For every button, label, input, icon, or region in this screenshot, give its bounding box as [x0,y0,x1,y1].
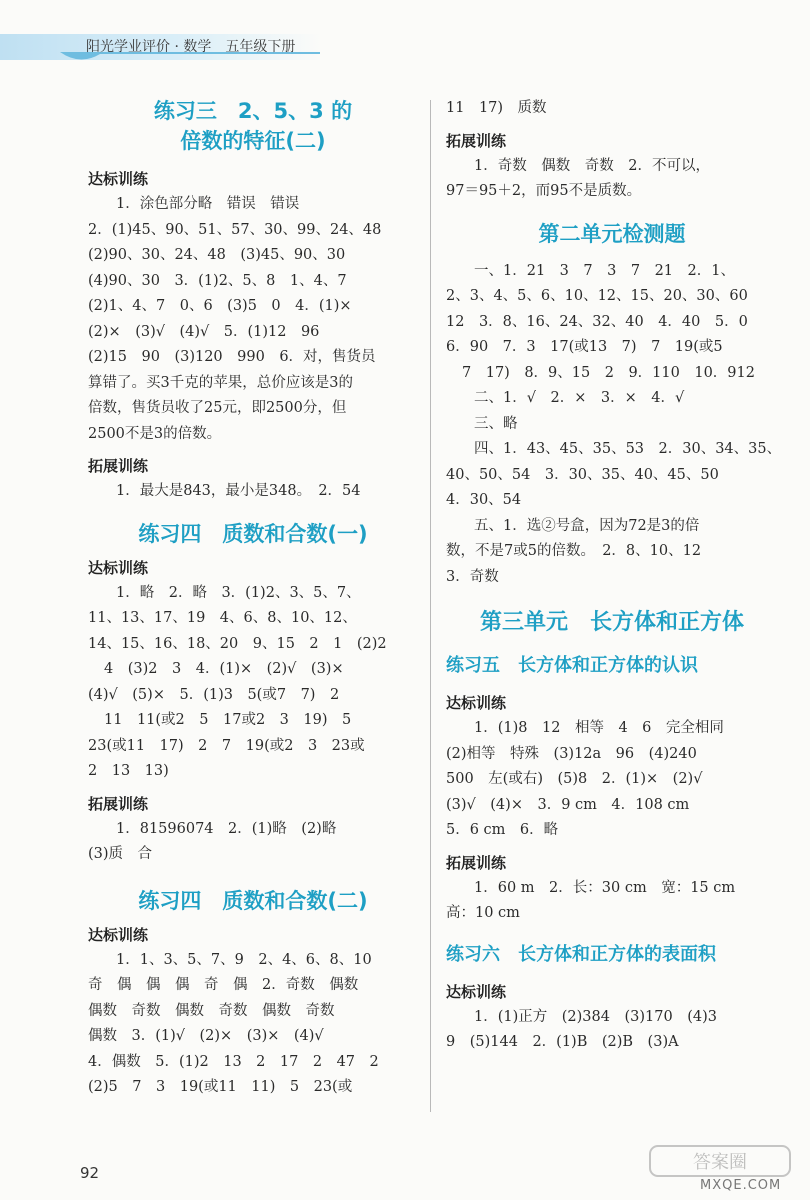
text-line: 3．奇数 [446,568,499,585]
text-line: 1．(1)正方 (2)384 (3)170 (4)3 [474,1008,717,1025]
right-section-2: 达标训练 [446,694,507,712]
column-divider [430,100,431,1112]
header-title: 阳光学业评价 · 数学 [86,39,212,55]
watermark-url: MXQE.COM [700,1178,782,1193]
page-number: 92 [80,1164,100,1182]
right-section-1: 拓展训练 [446,131,507,150]
text-line: 40、50、54 3．30、35、40、45、50 [446,466,719,483]
right-title-2: 第三单元 长方体和正方体 [479,610,744,635]
text-line: 500 左(或右) (5)8 2．(1)× (2)√ [446,771,703,787]
text-line: 一、1．21 3 7 3 7 21 2．1、 [474,262,735,279]
text-line: 2500不是3的倍数。 [88,425,222,442]
text-line: 奇 偶 偶 偶 奇 偶 2．奇数 偶数 [88,977,359,993]
text-line: (2)× (3)√ (4)√ 5．(1)12 96 [88,323,320,340]
watermark-text: 答案圈 [693,1152,747,1173]
text-line: 倍数，售货员收了25元，即2500分，但 [88,400,347,416]
text-line: 二、1．√ 2．× 3．× 4．√ [474,390,685,406]
text-line: 算错了。买3千克的苹果，总价应该是3的 [88,374,353,391]
text-line: 4．30、54 [446,492,522,508]
text-line: 高：10 cm [446,905,520,921]
text-line: 1．涂色部分略 错误 错误 [116,196,300,212]
text-line: 97＝95＋2，而95不是质数。 [446,183,642,199]
text-line: (2)5 7 3 19(或11 11) 5 23(或 [88,1079,353,1095]
text-line: 4．偶数 5．(1)2 13 2 17 2 47 2 [88,1053,379,1070]
header-subtitle: 五年级下册 [225,39,296,55]
text-line: 9 (5)144 2．(1)B (2)B (3)A [446,1034,679,1050]
left-section-3: 达标训练 [88,558,149,577]
text-line: 2、3、4、5、6、10、12、15、20、30、60 [446,288,748,304]
text-line: (4)√ (5)× 5．(1)3 5(或7 7) 2 [88,686,340,703]
right-title-4: 练习六 长方体和正方体的表面积 [446,943,716,965]
text-line: 偶数 3．(1)√ (2)× (3)× (4)√ [88,1028,324,1044]
text-line: (3)√ (4)× 3．9 cm 4．108 cm [446,796,690,813]
text-line: (2)15 90 (3)120 990 6．对，售货员 [88,349,376,365]
left-section-1: 达标训练 [88,170,149,188]
right-title-3: 练习五 长方体和正方体的认识 [446,655,698,676]
left-section-2: 拓展训练 [88,457,149,475]
text-line: (3)质 合 [88,846,153,862]
left-column [88,96,418,1101]
text-line: 1．最大是843，最小是348。 2．54 [116,483,361,499]
text-line: (2)90、30、24、48 (3)45、90、30 [88,247,346,263]
left-title-2: 练习四 质数和合数(一) [138,521,368,546]
text-line: 五、1．选②号盒，因为72是3的倍 [474,517,700,534]
text-line: 4 (3)2 3 4．(1)× (2)√ (3)× [104,661,344,677]
text-line: 四、1．43、45、35、53 2．30、34、35、 [474,441,782,457]
text-line: 1．略 2．略 3．(1)2、3、5、7、 [116,584,361,601]
text-line: 1．81596074 2．(1)略 (2)略 [116,820,337,837]
text-line: 11 17) 质数 [446,100,547,116]
header-text [86,36,295,56]
left-section-4: 拓展训练 [88,794,149,813]
right-section-3: 拓展训练 [446,853,507,872]
left-title-3: 练习四 质数和合数(二) [138,888,368,913]
text-line: 1．1、3、5、7、9 2、4、6、8、10 [116,951,372,968]
text-line: 23(或11 17) 2 7 19(或2 3 23或 [88,737,365,754]
text-line: 12 3．8、16、24、32、40 4．40 5．0 [446,313,748,330]
text-line: (4)90、30 3．(1)2、5、8 1、4、7 [88,272,347,289]
text-line: 2 13 13) [88,763,169,779]
right-section-4: 达标训练 [446,982,507,1001]
right-column [446,96,782,1056]
text-line: 数，不是7或5的倍数。 2．8、10、12 [446,543,702,559]
text-line: 7 17) 8．9、15 2 9．110 10．912 [462,364,755,381]
text-line: 2．(1)45、90、51、57、30、99、24、48 [88,221,382,238]
text-line: 14、15、16、18、20 9、15 2 1 (2)2 [88,635,387,652]
right-title-1: 第二单元检测题 [538,221,686,246]
text-line: 1．60 m 2．长：30 cm 宽：15 cm [474,879,736,896]
left-title-1b: 倍数的特征(二) [180,129,326,153]
text-line: (2)1、4、7 0、6 (3)5 0 4．(1)× [88,298,352,314]
text-line: 1．奇数 偶数 奇数 2．不可以， [474,157,710,174]
text-line: 偶数 奇数 偶数 奇数 偶数 奇数 [88,1002,335,1019]
text-line: 11、13、17、19 4、6、8、10、12、 [88,610,357,626]
text-line: 11 11(或2 5 17或2 3 19) 5 [104,712,352,728]
text-line: 5．6 cm 6．略 [446,822,559,838]
left-title-1a: 练习三 2、5、3 的 [153,99,353,123]
text-line: 1．(1)8 12 相等 4 6 完全相同 [474,720,724,736]
text-line: 三、略 [474,415,518,432]
left-section-5: 达标训练 [88,925,149,944]
text-line: (2)相等 特殊 (3)12a 96 (4)240 [446,745,697,762]
text-line: 6．90 7．3 17(或13 7) 7 19(或5 [446,339,723,355]
